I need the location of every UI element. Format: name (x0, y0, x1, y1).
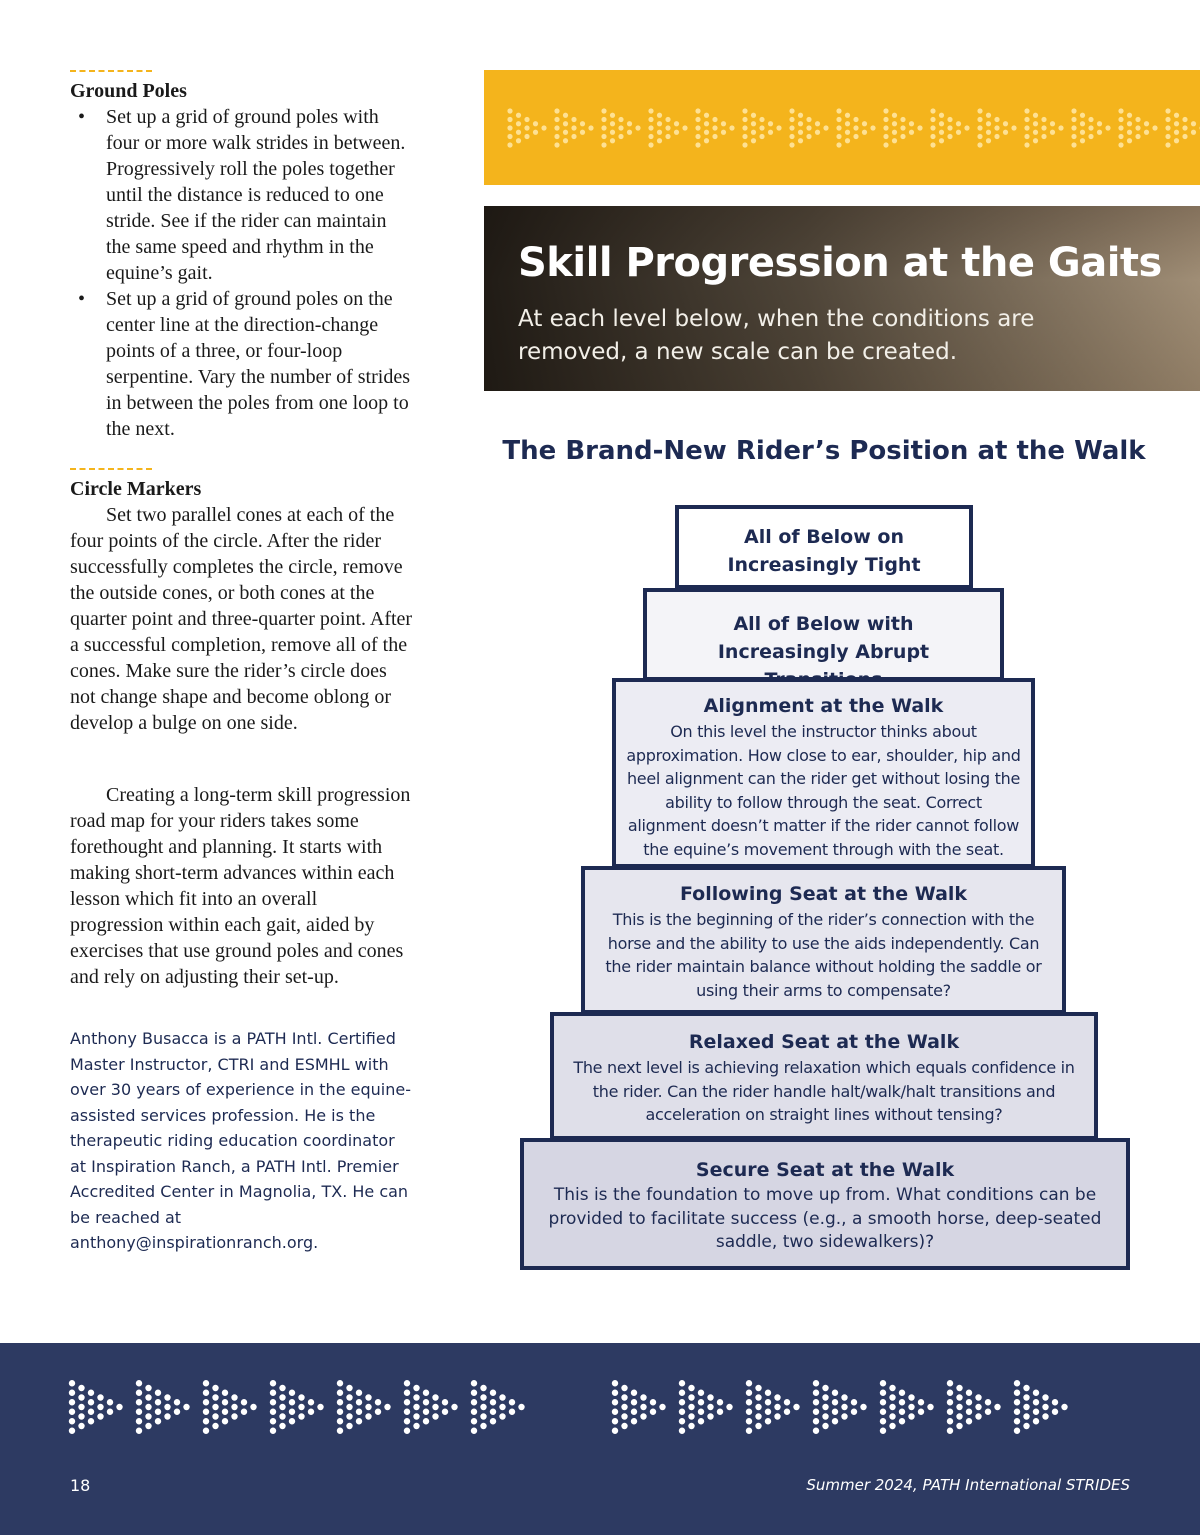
header-photo-banner (484, 206, 1200, 391)
pyramid-tier-relaxed-seat: Relaxed Seat at the Walk The next level is achieving relaxation which equals confidence in the rider. Can the rider handle halt/walk/halt transitions and acceleration on straight lines without tensing? (550, 1012, 1098, 1140)
dotted-chevrons-decoration (484, 70, 1200, 185)
page-subtitle: At each level below, when the conditions are removed, a new scale can be created. (518, 306, 1035, 365)
author-bio: Anthony Busacca is a PATH Intl. Certified Master Instructor, CTRI and ESMHL with over 30 years of experience in the equine-assisted services profession. He is the therapeutic riding education coordinator at Inspiration Ranch, a PATH Intl. Premier Accredited Center in Magnolia, TX. He can be reached at anthony@inspirationranch.org. (70, 1029, 411, 1252)
dotted-chevrons-decoration (0, 1343, 1200, 1535)
page-footer (0, 1343, 1200, 1535)
pyramid-tier-secure-seat: Secure Seat at the Walk This is the foundation to move up from. What conditions can be provided to facilitate success (e.g., a smooth horse, deep-seated saddle, two sidewalkers)? (520, 1138, 1130, 1270)
pyramid-tier-abrupt-transitions: All of Below with Increasingly Abrupt (643, 588, 1004, 681)
page-title: Skill Progression at the Gaits (518, 240, 1162, 286)
section-divider (70, 70, 152, 72)
pyramid-tier-curved-lines: All of Below on Increasingly Tight (675, 505, 973, 589)
section-divider (70, 468, 152, 470)
ground-poles-list (70, 104, 415, 442)
circle-markers-heading: Circle Markers (70, 478, 202, 500)
page-number: 18 (70, 1476, 91, 1495)
article-left-column (70, 70, 415, 1256)
list-item: • Set up a grid of ground poles with four or more walk strides in between. Progressively roll the poles together until the distance is reduced to one stride. See if the rider can maintain the same speed and rhythm in the equine’s gait. (78, 106, 406, 284)
ground-poles-heading: Ground Poles (70, 80, 187, 102)
pyramid-tier-alignment: Alignment at the Walk On this level the instructor thinks about approximation. How close to ear, shoulder, hip and heel alignment can the rider get without losing the ability to follow through the seat. Correct alignment doesn’t matter if the rider cannot follow the equine’s movement through with the seat. (612, 678, 1035, 868)
circle-markers-text: Set two parallel cones at each of the four points of the circle. After the rider successfully completes the circle, remove the outside cones, or both cones at the quarter point and three-quarter point. After a successful completion, remove all of the cones. Make sure the rider’s circle does not change shape and become oblong or develop a bulge on one side. (70, 504, 413, 734)
arrow-pattern-banner (484, 70, 1200, 185)
pyramid-title: The Brand-New Rider’s Position at the Walk (502, 436, 1146, 466)
closing-paragraph: Creating a long-term skill progression road map for your riders takes some forethought and planning. It starts with making short-term advances within each lesson which fit into an overall progression within each gait, aided by exercises that use ground poles and cones and rely on adjusting their set-up. (70, 784, 411, 988)
pyramid-tier-following-seat: Following Seat at the Walk This is the beginning of the rider’s connection with the horse and the ability to use the aids independently. Can the rider maintain balance without holding the saddle or using their arms to compensate? (581, 866, 1066, 1014)
publication-credit: Summer 2024, PATH International STRIDES (806, 1476, 1130, 1494)
list-item: • Set up a grid of ground poles on the center line at the direction-change points of a three, or four-loop serpentine. Vary the number of strides in between the poles from one loop to the next. (78, 288, 410, 440)
